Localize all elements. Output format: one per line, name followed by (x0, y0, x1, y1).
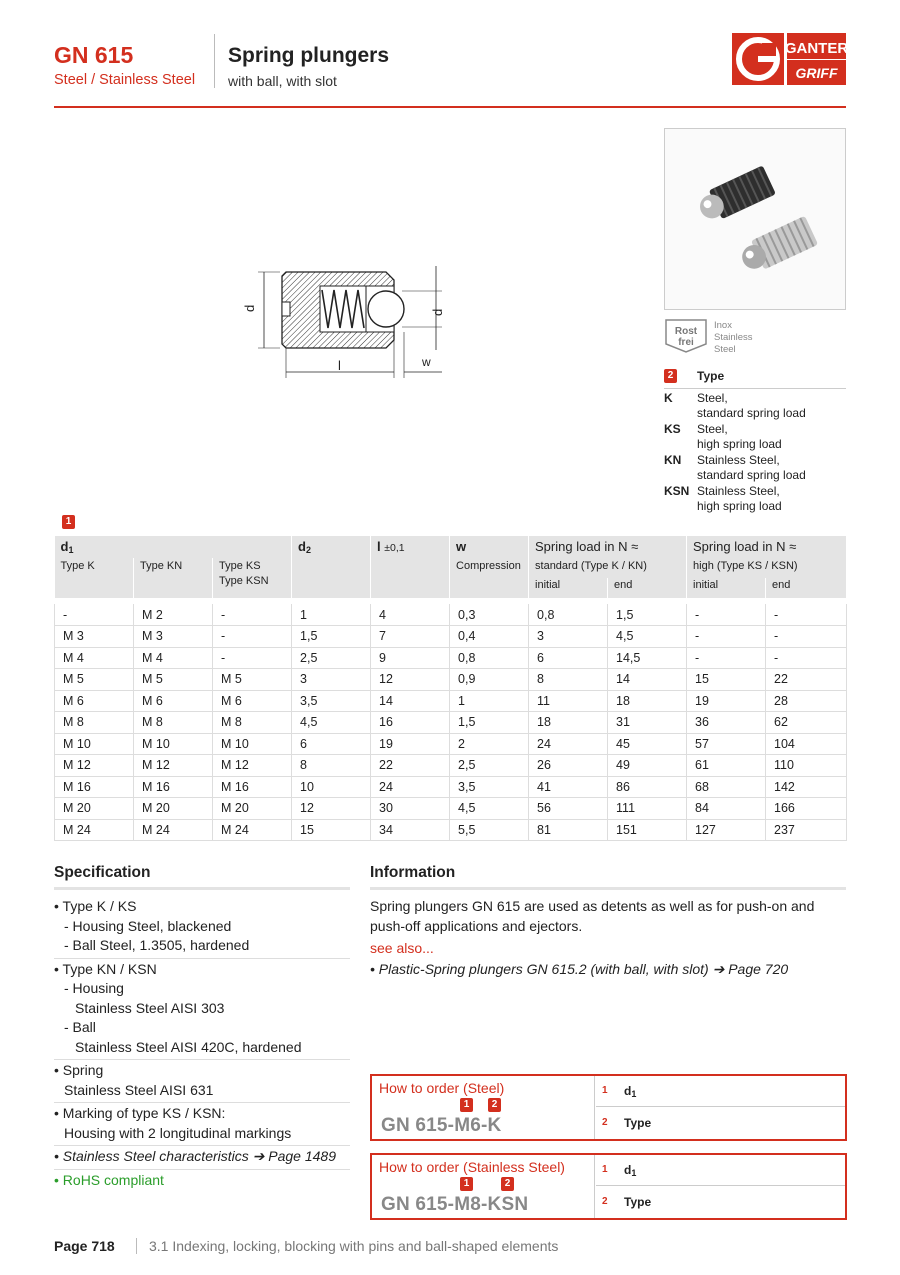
information-text: Spring plungers GN 615 are used as detents as well as for push-on and push-off applications and ejectors. (370, 898, 815, 934)
page-number: Page 718 (54, 1238, 115, 1254)
table-cell: 4,5 (608, 626, 687, 648)
spec-line: Housing with 2 longitudinal markings (64, 1124, 292, 1141)
col-high-initial: initial (687, 578, 766, 598)
specification-rule (54, 887, 350, 890)
table-cell: 61 (687, 755, 766, 777)
order-badge-1: 1 (460, 1177, 473, 1191)
col-l: l ±0,1 (371, 536, 450, 558)
spec-line: Stainless Steel AISI 420C, hardened (75, 1038, 302, 1055)
type-legend (664, 391, 846, 515)
spec-item (54, 1170, 350, 1193)
table-cell: M 5 (213, 669, 292, 691)
table-cell: 8 (529, 669, 608, 691)
page-subtitle: with ball, with slot (228, 73, 337, 89)
table-cell: M 16 (213, 776, 292, 798)
table-row (55, 604, 847, 626)
table-cell: 1,5 (450, 712, 529, 734)
table-cell: M 24 (55, 819, 134, 841)
page-title: Spring plungers (228, 44, 390, 67)
logo-top-text: GANTER (784, 40, 849, 57)
order-title: How to order (Stainless Steel) (379, 1159, 565, 1175)
table-cell: 22 (371, 755, 450, 777)
logo-bottom-text: GRIFF (795, 65, 838, 81)
table-cell: 84 (687, 798, 766, 820)
table-cell: M 3 (134, 626, 213, 648)
table-cell: 15 (687, 669, 766, 691)
table-row (55, 712, 847, 734)
table-cell: M 20 (213, 798, 292, 820)
table-cell: 24 (529, 733, 608, 755)
table-row (55, 798, 847, 820)
table-cell: 111 (608, 798, 687, 820)
table-cell: 19 (687, 690, 766, 712)
table-cell: 110 (766, 755, 847, 777)
table-cell: 9 (371, 647, 450, 669)
table-cell: M 16 (55, 776, 134, 798)
table-row (55, 733, 847, 755)
product-code: GN 615 (54, 42, 134, 68)
table-cell: M 24 (213, 819, 292, 841)
table-cell: M 5 (134, 669, 213, 691)
table-cell: 11 (529, 690, 608, 712)
col-std-initial: initial (529, 578, 608, 598)
table-cell: 22 (766, 669, 847, 691)
order-badge-2: 2 (488, 1098, 501, 1112)
dimensions-table (54, 536, 847, 841)
order-row-type: 2 Type (602, 1195, 652, 1209)
table-cell: 41 (529, 776, 608, 798)
col-d2: d2 (292, 536, 371, 558)
col-spring-std: Spring load in N ≈ (529, 536, 687, 558)
table-cell: 151 (608, 819, 687, 841)
type-heading: Type (697, 369, 725, 383)
footer-divider (136, 1238, 137, 1254)
table-cell: M 12 (213, 755, 292, 777)
table-cell: 1 (450, 690, 529, 712)
table-cell: 4,5 (292, 712, 371, 734)
spec-line: • RoHS compliant (54, 1171, 164, 1188)
rostfrei-badge (664, 318, 708, 354)
type-item: KS Steel, high spring load (664, 422, 782, 451)
information-title: Information (370, 864, 456, 881)
table-cell: M 6 (134, 690, 213, 712)
table-cell: 81 (529, 819, 608, 841)
table-cell: 1 (292, 604, 371, 626)
col-high-end: end (766, 578, 847, 598)
table-cell: 34 (371, 819, 450, 841)
table-cell: M 20 (134, 798, 213, 820)
table-cell: 18 (529, 712, 608, 734)
table-cell: - (687, 626, 766, 648)
information-rule (370, 887, 846, 890)
table-cell: - (213, 604, 292, 626)
col-spring-high: Spring load in N ≈ (687, 536, 847, 558)
table-cell: 14,5 (608, 647, 687, 669)
table-body (55, 598, 847, 841)
spec-item (54, 959, 350, 1061)
dim-d2: d (430, 308, 445, 316)
header-divider (214, 34, 215, 88)
specification-title: Specification (54, 864, 151, 881)
table-cell: 104 (766, 733, 847, 755)
table-cell: M 10 (55, 733, 134, 755)
product-photo (664, 128, 846, 310)
table-cell: 24 (371, 776, 450, 798)
table-cell: - (766, 626, 847, 648)
col-w-sub: Compression (450, 558, 529, 598)
spec-line: - Ball (64, 1019, 96, 1035)
table-row (55, 755, 847, 777)
table-cell: 26 (529, 755, 608, 777)
order-badge-1: 1 (460, 1098, 473, 1112)
type-item: KSN Stainless Steel, high spring load (664, 484, 782, 513)
table-cell: M 3 (55, 626, 134, 648)
table-cell: M 20 (55, 798, 134, 820)
table-cell: 18 (608, 690, 687, 712)
see-also-label: see also... (370, 940, 434, 956)
table-cell: 12 (371, 669, 450, 691)
badge-bottom-text: frei (678, 337, 694, 348)
order-row-d1: 1 d1 (596, 1076, 845, 1107)
table-cell: M 8 (213, 712, 292, 734)
spec-line: - Housing (64, 980, 124, 996)
table-cell: 57 (687, 733, 766, 755)
spec-line: • Type KN / KSN (54, 960, 157, 977)
inox-label: Inox Stainless Steel (714, 320, 753, 355)
spec-item (54, 1146, 350, 1170)
table-cell: 15 (292, 819, 371, 841)
table-cell: 45 (608, 733, 687, 755)
table-cell: 6 (529, 647, 608, 669)
order-box-stainless (370, 1153, 847, 1220)
table-cell: 3 (292, 669, 371, 691)
table-cell: 7 (371, 626, 450, 648)
col-spring-high-sub: high (Type KS / KSN) (687, 558, 847, 578)
table-cell: M 24 (134, 819, 213, 841)
type-legend-header (664, 368, 846, 389)
table-cell: 8 (292, 755, 371, 777)
table-cell: 5,5 (450, 819, 529, 841)
col-w: w (450, 536, 529, 558)
table-cell: 166 (766, 798, 847, 820)
table-cell: M 5 (55, 669, 134, 691)
table-cell: 31 (608, 712, 687, 734)
order-badge-2: 2 (501, 1177, 514, 1191)
order-box-steel (370, 1074, 847, 1141)
order-row-type: 2 Type (602, 1116, 652, 1130)
spec-item (54, 1060, 350, 1103)
table-cell: - (766, 604, 847, 626)
table-cell: 10 (292, 776, 371, 798)
ganter-logo (732, 33, 849, 85)
col-type-ks: Type KS Type KSN (213, 558, 292, 598)
table-cell: M 8 (134, 712, 213, 734)
table-cell: 0,8 (450, 647, 529, 669)
table-cell: M 2 (134, 604, 213, 626)
table-cell: 14 (371, 690, 450, 712)
table-cell: 19 (371, 733, 450, 755)
table-cell: M 8 (55, 712, 134, 734)
table-cell: - (766, 647, 847, 669)
table-cell: 1,5 (292, 626, 371, 648)
table-cell: 1,5 (608, 604, 687, 626)
table-cell: 2,5 (292, 647, 371, 669)
specification-list (54, 896, 350, 1192)
table-cell: 3,5 (450, 776, 529, 798)
type-item: K Steel, standard spring load (664, 391, 806, 420)
dim-l: l (338, 358, 341, 373)
table-row (55, 776, 847, 798)
table-cell: 4,5 (450, 798, 529, 820)
dim-d1: d (242, 304, 257, 312)
order-row-d1: 1 d1 (596, 1155, 845, 1186)
col-spring-std-sub: standard (Type K / KN) (529, 558, 687, 578)
table-cell: 0,3 (450, 604, 529, 626)
table-cell: - (55, 604, 134, 626)
col-type-k: Type K (55, 558, 134, 598)
table-row (55, 626, 847, 648)
table-cell: M 4 (134, 647, 213, 669)
col-type-kn: Type KN (134, 558, 213, 598)
table-cell: 142 (766, 776, 847, 798)
table-row (55, 669, 847, 691)
type-badge: 2 (664, 369, 677, 383)
table-cell: 3,5 (292, 690, 371, 712)
table-cell: 3 (529, 626, 608, 648)
spec-line: Stainless Steel AISI 303 (75, 999, 225, 1016)
header-rule (54, 106, 846, 108)
dim-w: w (422, 355, 431, 369)
technical-drawing (242, 256, 446, 386)
table-cell: M 16 (134, 776, 213, 798)
table-cell: M 6 (55, 690, 134, 712)
table-cell: 28 (766, 690, 847, 712)
table-cell: M 4 (55, 647, 134, 669)
table-cell: 30 (371, 798, 450, 820)
spec-line: • Type K / KS (54, 898, 137, 914)
order-title: How to order (Steel) (379, 1080, 505, 1096)
table-row (55, 647, 847, 669)
order-code: GN 615-M6-K (381, 1115, 502, 1136)
table-cell: 56 (529, 798, 608, 820)
spec-item (54, 896, 350, 959)
table-cell: 86 (608, 776, 687, 798)
table-cell: 16 (371, 712, 450, 734)
table-cell: - (687, 647, 766, 669)
table-cell: 62 (766, 712, 847, 734)
table-row (55, 690, 847, 712)
table-cell: 237 (766, 819, 847, 841)
product-material: Steel / Stainless Steel (54, 72, 196, 88)
table-cell: 0,4 (450, 626, 529, 648)
table-cell: 4 (371, 604, 450, 626)
spec-line: Stainless Steel AISI 631 (64, 1081, 214, 1098)
table-row (55, 819, 847, 841)
table-cell: - (687, 604, 766, 626)
spec-line[interactable]: • Stainless Steel characteristics ➔ Page 1489 (54, 1148, 336, 1164)
col-d1: d1 (55, 536, 292, 558)
badge-top-text: Rost (674, 326, 698, 337)
spec-line: - Ball Steel, 1.3505, hardened (64, 937, 250, 953)
table-cell: - (213, 647, 292, 669)
d1-badge: 1 (62, 515, 75, 529)
spec-line: - Housing Steel, blackened (64, 917, 232, 934)
table-cell: - (213, 626, 292, 648)
order-code: GN 615-M8-KSN (381, 1194, 529, 1215)
table-cell: 36 (687, 712, 766, 734)
table-cell: 12 (292, 798, 371, 820)
table-cell: M 12 (134, 755, 213, 777)
table-cell: M 10 (213, 733, 292, 755)
table-cell: M 10 (134, 733, 213, 755)
table-cell: 0,9 (450, 669, 529, 691)
table-cell: 6 (292, 733, 371, 755)
table-cell: 127 (687, 819, 766, 841)
table-cell: 0,8 (529, 604, 608, 626)
table-cell: 68 (687, 776, 766, 798)
table-cell: 14 (608, 669, 687, 691)
type-item: KN Stainless Steel, standard spring load (664, 453, 806, 482)
footer-section: 3.1 Indexing, locking, blocking with pins and ball-shaped elements (149, 1238, 559, 1254)
col-std-end: end (608, 578, 687, 598)
spec-line: • Marking of type KS / KSN: (54, 1105, 226, 1121)
table-cell: 2 (450, 733, 529, 755)
spec-item (54, 1103, 350, 1146)
table-cell: 49 (608, 755, 687, 777)
table-cell: M 12 (55, 755, 134, 777)
see-also-link[interactable]: • Plastic-Spring plungers GN 615.2 (with ball, with slot) ➔ Page 720 (370, 961, 789, 977)
table-cell: M 6 (213, 690, 292, 712)
spec-line: • Spring (54, 1062, 104, 1078)
table-cell: 2,5 (450, 755, 529, 777)
